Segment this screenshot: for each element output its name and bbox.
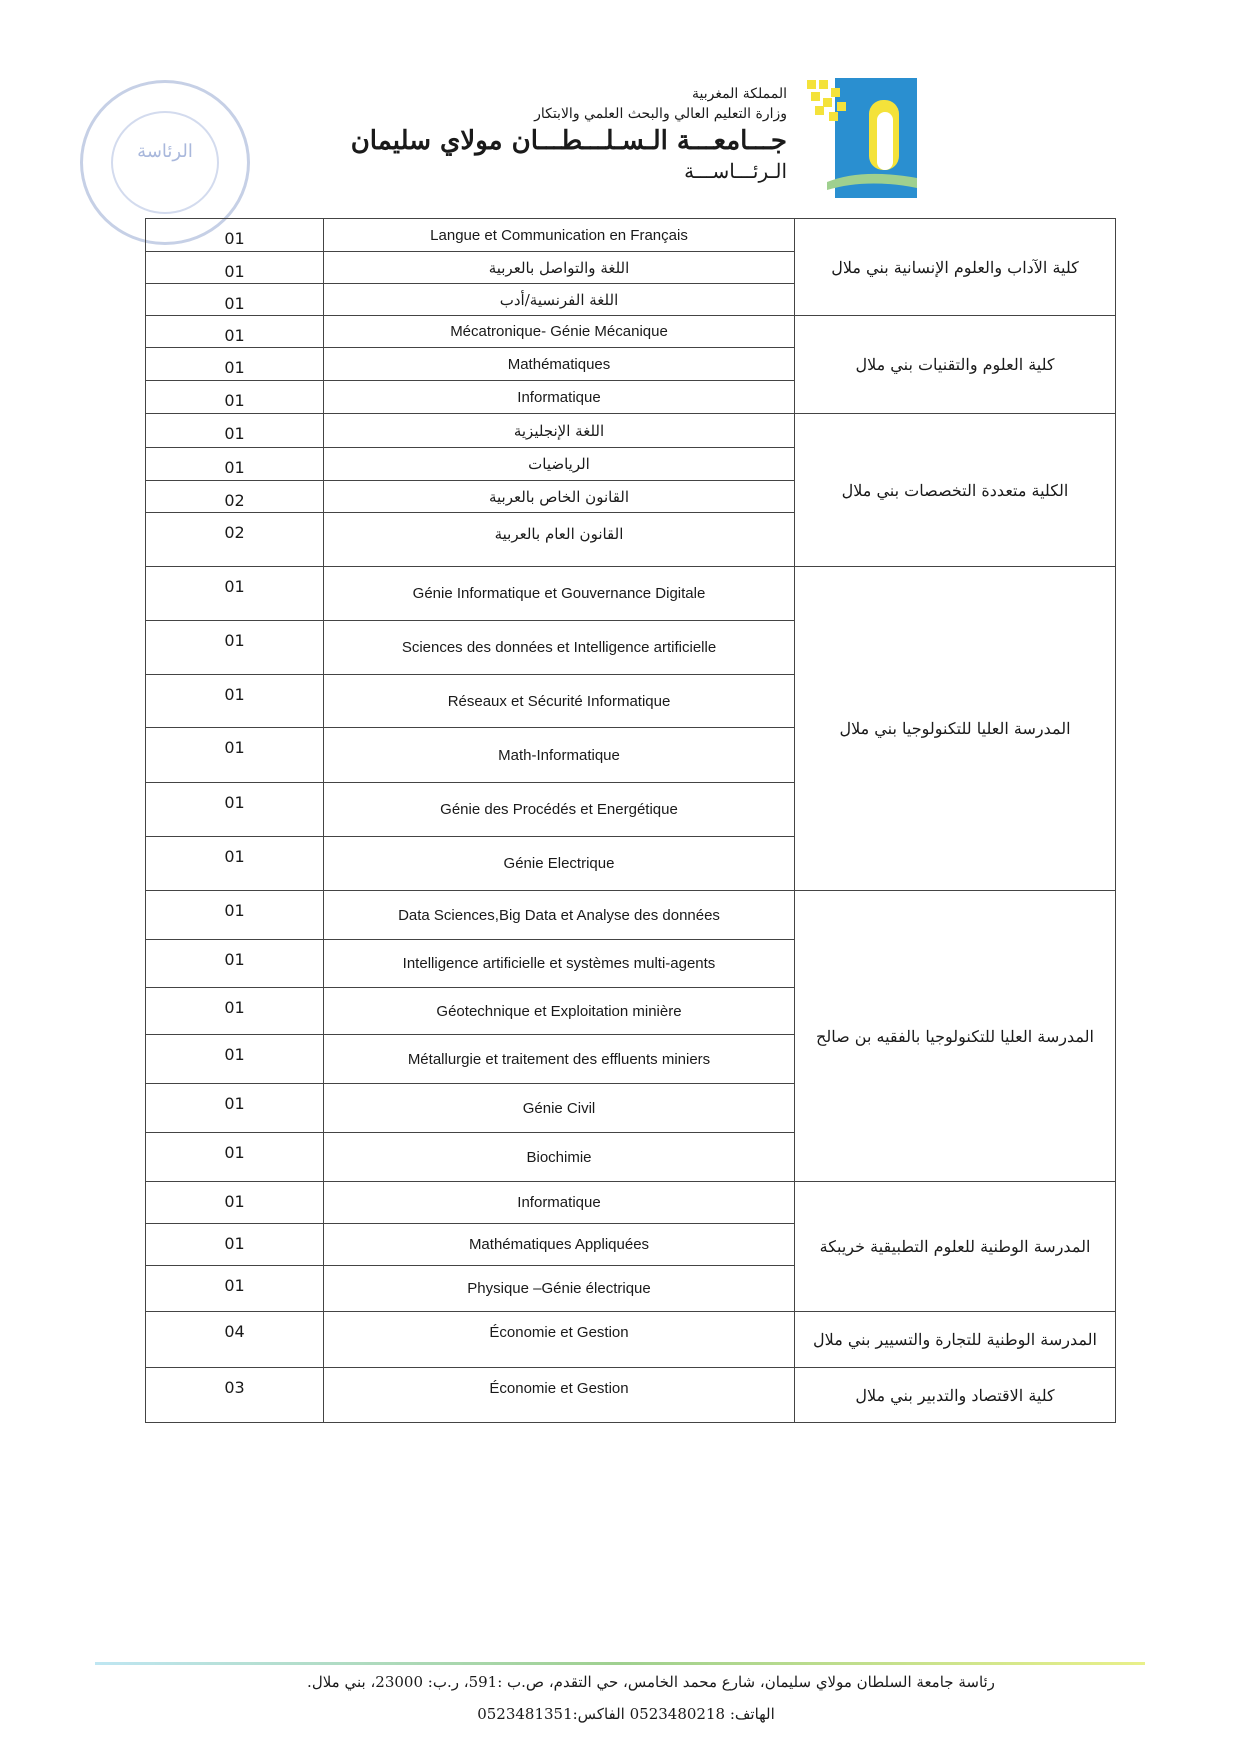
university-logo-icon — [807, 78, 917, 198]
positions-count-cell: 01 — [146, 1084, 324, 1133]
specialty-cell: Génie Informatique et Gouvernance Digitale — [324, 567, 795, 621]
positions-count-cell: 01 — [146, 348, 324, 381]
positions-count-cell: 01 — [146, 1133, 324, 1182]
positions-count-cell: 01 — [146, 940, 324, 988]
header-university: جـــامعـــة الـسـلـــطـــان مولاي سليمان — [350, 126, 787, 156]
positions-count-cell: 01 — [146, 621, 324, 675]
table-row — [146, 891, 1116, 940]
positions-count-cell: 01 — [146, 1224, 324, 1266]
positions-count-cell: 01 — [146, 448, 324, 481]
positions-count-cell: 01 — [146, 219, 324, 252]
specialty-cell: الرياضيات — [324, 448, 795, 481]
table-row — [146, 1182, 1116, 1224]
institution-cell: كلية الآداب والعلوم الإنسانية بني ملال — [795, 219, 1116, 316]
positions-count-cell: 01 — [146, 381, 324, 414]
stamp-inner-ring — [111, 111, 219, 214]
specialty-cell: Mathématiques Appliquées — [324, 1224, 795, 1266]
specialty-cell: Intelligence artificielle et systèmes multi-agents — [324, 940, 795, 988]
positions-count-cell: 04 — [146, 1312, 324, 1368]
positions-table-body — [146, 219, 1116, 1423]
table-row — [146, 414, 1116, 448]
specialty-cell: Biochimie — [324, 1133, 795, 1182]
specialty-cell: Métallurgie et traitement des effluents miniers — [324, 1035, 795, 1084]
specialty-cell: Langue et Communication en Français — [324, 219, 795, 252]
table-row — [146, 1312, 1116, 1368]
positions-count-cell: 01 — [146, 988, 324, 1035]
specialty-cell: Réseaux et Sécurité Informatique — [324, 675, 795, 728]
letterhead — [347, 84, 787, 184]
specialty-cell: Informatique — [324, 1182, 795, 1224]
specialty-cell: Physique –Génie électrique — [324, 1266, 795, 1312]
table-row — [146, 316, 1116, 348]
footer-address: رئاسة جامعة السلطان مولاي سليمان، شارع محمد الخامس، حي التقدم، ص.ب :591، ر.ب: 23000، بني ملال. — [307, 1673, 995, 1691]
header-presidency: الـرئـــاســـة — [684, 159, 787, 183]
positions-count-cell: 02 — [146, 481, 324, 513]
institution-cell: كلية العلوم والتقنيات بني ملال — [795, 316, 1116, 414]
institution-cell: المدرسة العليا للتكنولوجيا بني ملال — [795, 567, 1116, 891]
specialty-cell: Économie et Gestion — [324, 1312, 795, 1368]
specialty-cell: Génie Electrique — [324, 837, 795, 891]
institution-cell: كلية الاقتصاد والتدبير بني ملال — [795, 1368, 1116, 1423]
institution-cell: المدرسة الوطنية للتجارة والتسيير بني ملال — [795, 1312, 1116, 1368]
specialty-cell: اللغة الفرنسية/أدب — [324, 284, 795, 316]
specialty-cell: Sciences des données et Intelligence artificielle — [324, 621, 795, 675]
positions-table-wrapper — [145, 218, 1115, 1423]
positions-count-cell: 02 — [146, 513, 324, 567]
positions-count-cell: 01 — [146, 891, 324, 940]
specialty-cell: Économie et Gestion — [324, 1368, 795, 1423]
table-row — [146, 1368, 1116, 1423]
positions-count-cell: 01 — [146, 837, 324, 891]
institution-cell: الكلية متعددة التخصصات بني ملال — [795, 414, 1116, 567]
stamp-text: الرئاسة — [137, 141, 193, 162]
specialty-cell: Mécatronique- Génie Mécanique — [324, 316, 795, 348]
positions-count-cell: 03 — [146, 1368, 324, 1423]
footer-phone: الهاتف: 0523480218 الفاكس:0523481351 — [477, 1705, 775, 1723]
specialty-cell: Géotechnique et Exploitation minière — [324, 988, 795, 1035]
positions-count-cell: 01 — [146, 284, 324, 316]
positions-count-cell: 01 — [146, 252, 324, 284]
footer-divider — [95, 1662, 1145, 1665]
positions-count-cell: 01 — [146, 1266, 324, 1312]
specialty-cell: اللغة والتواصل بالعربية — [324, 252, 795, 284]
specialty-cell: القانون العام بالعربية — [324, 513, 795, 567]
positions-count-cell: 01 — [146, 1035, 324, 1084]
positions-count-cell: 01 — [146, 1182, 324, 1224]
specialty-cell: Math-Informatique — [324, 728, 795, 783]
specialty-cell: Génie Civil — [324, 1084, 795, 1133]
specialty-cell: Informatique — [324, 381, 795, 414]
specialty-cell: Data Sciences,Big Data et Analyse des données — [324, 891, 795, 940]
positions-count-cell: 01 — [146, 783, 324, 837]
logo-window — [877, 112, 893, 170]
positions-count-cell: 01 — [146, 675, 324, 728]
positions-table — [145, 218, 1116, 1423]
table-row — [146, 219, 1116, 252]
positions-count-cell: 01 — [146, 567, 324, 621]
positions-count-cell: 01 — [146, 414, 324, 448]
specialty-cell: Génie des Procédés et Energétique — [324, 783, 795, 837]
specialty-cell: اللغة الإنجليزية — [324, 414, 795, 448]
specialty-cell: القانون الخاص بالعربية — [324, 481, 795, 513]
positions-count-cell: 01 — [146, 316, 324, 348]
table-row — [146, 567, 1116, 621]
institution-cell: المدرسة الوطنية للعلوم التطبيقية خريبكة — [795, 1182, 1116, 1312]
positions-count-cell: 01 — [146, 728, 324, 783]
header-ministry: وزارة التعليم العالي والبحث العلمي والابتكار — [534, 106, 787, 122]
header-kingdom: المملكة المغربية — [691, 86, 787, 102]
institution-cell: المدرسة العليا للتكنولوجيا بالفقيه بن صالح — [795, 891, 1116, 1182]
specialty-cell: Mathématiques — [324, 348, 795, 381]
